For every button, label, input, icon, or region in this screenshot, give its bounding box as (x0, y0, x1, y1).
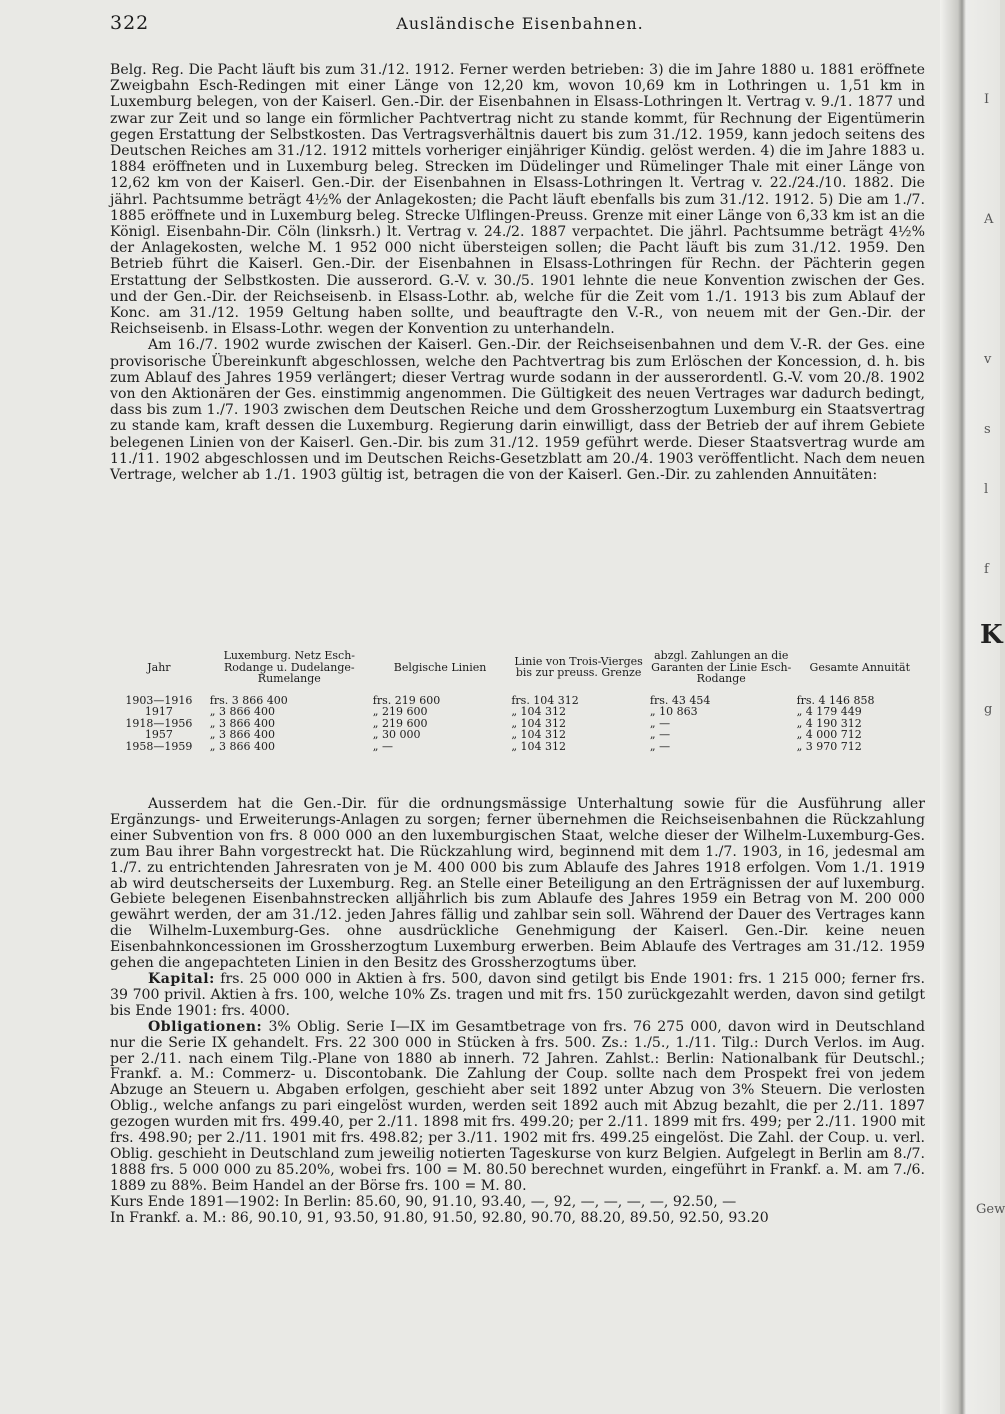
adjacent-page-fragment: l (984, 482, 989, 497)
table-cell: 1958—1959 (125, 739, 193, 753)
page-number: 322 (110, 12, 150, 34)
page-header (110, 12, 930, 42)
table-cell: „ 3 866 400 (209, 728, 275, 741)
table-row (110, 729, 925, 741)
annuity-table (110, 648, 925, 752)
section-label-kapital: Kapital: (148, 970, 215, 987)
obligationen-text: 3% Oblig. Serie I—IX im Gesamtbetrage von frs. 76 275 000, davon wird in Deutschland nur die Serie IX gehandelt. Frs. 22 300 000 in Stücken à frs. 500. Zs.: 1./5., 1./11. Tilg.: Durch Verlos. im Aug. per 2./11. nach einem Tilg.-Plane von 1880 ab innerh. 72 Jahren. Zahlst.: Berlin: Nationalbank für Deutschl.; Frankf. a. M.: Commerz- u. Discontobank. Die Zahlung der Coup. sollte nach dem Prospekt frei von jedem Abzuge an Steuern u. Abgaben erfolgen, geschieht aber seit 1892 unter Abzug von 3% Steuern. Die verlosten Oblig., welche anfangs zu pari eingelöst wurden, werden seit 1892 auch mit Abzug bezahlt, die per 2./11. 1897 gezogen wurden mit frs. 499.40, per 2./11. 1898 mit frs. 499.20; per 2./11. 1899 mit frs. 499; per 2./11. 1900 mit frs. 498.90; per 2./11. 1901 mit frs. 498.82; per 3./11. 1902 mit frs. 499.25 eingelöst. Die Zahl. der Coup. u. verl. Oblig. geschieht in Deutschland zum jeweilig notierten Tageskurse von kurz Belgien. Aufgelegt in Berlin am 8./7. 1888 frs. 5 000 000 zu 85.20%, wobei frs. 100 = M. 80.50 berechnet wurden, eingeführt in Frankf. a. M. am 7./6. 1889 zu 88%. Beim Handel an der Börse frs. 100 = M. 80. (110, 1018, 925, 1194)
table-row (110, 741, 925, 753)
adjacent-page-fragment: A (984, 212, 994, 227)
table-cell: frs. 3 866 400 (209, 693, 288, 707)
table-cell: „ 4 190 312 (796, 716, 862, 730)
table-header-row (110, 648, 925, 691)
kurs-berlin-line: Kurs Ende 1891—1902: In Berlin: 85.60, 90, 91.10, 93.40, —, 92, —, —, —, —, 92.50, — (110, 1193, 737, 1210)
table-cell: „ 4 179 449 (796, 705, 862, 718)
adjacent-page-fragment: K (980, 620, 1003, 650)
column-header: Gesamte Annuität (809, 660, 911, 674)
table-cell: frs. 219 600 (372, 693, 441, 707)
table-cell: „ 30 000 (372, 728, 421, 741)
table-cell: „ 104 312 (511, 705, 567, 718)
table-cell: „ — (649, 728, 671, 741)
adjacent-page-fragment: I (984, 92, 990, 107)
adjacent-page-fragment: s (984, 422, 991, 437)
table-cell: „ 3 866 400 (209, 705, 275, 718)
table-cell: 1957 (144, 728, 173, 741)
table-cell: frs. 43 454 (649, 693, 711, 707)
table-cell: „ — (649, 739, 671, 753)
paragraph-lease-terms: Belg. Reg. Die Pacht läuft bis zum 31./12. 1912. Ferner werden betrieben: 3) die im Jahre 1880 u. 1881 eröffnete Zweigbahn Esch-Redingen mit einer Länge von 12,20 km, wovon 10,69 km in Lothringen u. 1,51 km in Luxemburg belegen, von der Kaiserl. Gen.-Dir. der Eisenbahnen in Elsass-Lothringen lt. Vertrag v. 9./1. 1877 und zwar zur Zeit und so lange ein förmlicher Pachtvertrag nicht zu stande kommt, für Rechnung der Eigentümerin gegen Erstattung der Selbstkosten. Das Vertragsverhältnis dauert bis zum 31./12. 1959, kann jedoch seitens des Deutschen Reiches am 31./12. 1912 mittels vorheriger einjähriger Kündig. gelöst werden. 4) die im Jahre 1883 u. 1884 eröffneten und in Luxemburg beleg. Strecken im Düdelinger und Rümelinger Thale mit einer Länge von 12,62 km von der Kaiserl. Gen.-Dir. der Eisenbahnen in Elsass-Lothringen lt. Vertrag v. 22./24./10. 1882. Die jährl. Pachtsumme beträgt 4½% der Anlagekosten; die Pacht läuft ebenfalls bis zum 31./12. 1912. 5) Die am 1./7. 1885 eröffnete und in Luxemburg beleg. Strecke Ulflingen-Preuss. Grenze mit einer Länge von 6,33 km ist an die Königl. Eisenbahn-Dir. Cöln (linksrh.) lt. Vertrag v. 24./2. 1887 verpachtet. Die jährl. Pachtsumme beträgt 4½% der Anlagekosten, welche M. 1 952 000 nicht übersteigen sollen; die Pacht läuft bis zum 31./12. 1959. Den Betrieb führt die Kaiserl. Gen.-Dir. der Eisenbahnen in Elsass-Lothringen für Rechn. der Pächterin gegen Erstattung der Selbstkosten. Die ausserord. G.-V. v. 30./5. 1901 lehnte die neue Konvention zwischen der Ges. und der Gen.-Dir. der Reichseisenb. in Elsass-Lothr. ab, welche für die Zeit vom 1./1. 1913 bis zum Ablauf der Konc. am 31./12. 1959 Geltung haben sollte, und beauftragte den V.-R., von neuem mit der Gen.-Dir. der Reichseisenb. in Elsass-Lothr. wegen der Konvention zu unterhandeln. (110, 62, 925, 338)
table-cell: 1917 (144, 705, 173, 718)
table-cell: frs. 4 146 858 (796, 693, 875, 707)
kapital-text: frs. 25 000 000 in Aktien à frs. 500, davon sind getilgt bis Ende 1901: frs. 1 215 000; ferner frs. 39 700 privil. Aktien à frs. 100, welche 10% Zs. tragen und mit frs. 150 zurückgezahlt werden, davon sind getilgt bis Ende 1901: frs. 4000. (110, 970, 926, 1019)
paragraph-obligationen (110, 1020, 925, 1195)
kurs-frankfurt-line: In Frankf. a. M.: 86, 90.10, 91, 93.50, 91.80, 91.50, 92.80, 90.70, 88.20, 89.50, 92.50, 93.20 (110, 1209, 769, 1226)
table-cell: „ 10 863 (649, 705, 698, 718)
column-header: Linie von Trois-Vierges bis zur preuss. Grenze (514, 654, 643, 680)
main-text-upper (110, 62, 925, 483)
column-header: abzgl. Zahlungen an die Garanten der Linie Esch-Rodange (651, 649, 792, 685)
table-cell: frs. 104 312 (511, 693, 579, 707)
table-cell: „ — (649, 716, 671, 730)
table-cell: „ 219 600 (372, 705, 428, 718)
table-cell: „ 104 312 (511, 716, 567, 730)
adjacent-page-fragment: g (984, 702, 993, 717)
table-cell: „ 104 312 (511, 728, 567, 741)
table-cell: „ 4 000 712 (796, 728, 862, 741)
annuity-table-block (110, 648, 925, 752)
table-cell: „ 3 970 712 (796, 739, 862, 753)
column-header: Jahr (147, 660, 171, 674)
table-cell: 1903—1916 (125, 693, 193, 707)
adjacent-page-edge (940, 0, 1005, 1414)
table-cell: „ 3 866 400 (209, 716, 275, 730)
table-cell: „ 3 866 400 (209, 739, 275, 753)
table-cell: „ 104 312 (511, 739, 567, 753)
adjacent-page-fragment: Gew (976, 1202, 1005, 1217)
adjacent-page-fragment: f (984, 562, 989, 577)
table-row (110, 706, 925, 718)
section-label-obligationen: Obligationen: (148, 1018, 263, 1035)
column-header: Belgische Linien (393, 660, 487, 674)
main-text-lower (110, 797, 925, 1226)
table-cell: „ 219 600 (372, 716, 428, 730)
running-title: Ausländische Eisenbahnen. (396, 14, 644, 33)
table-row (110, 691, 925, 707)
paragraph-maintenance: Ausserdem hat die Gen.-Dir. für die ordnungsmässige Unterhaltung sowie für die Ausführung aller Ergänzungs- und Erweiterungs-Anlagen zu sorgen; ferner übernehmen die Reichseisenbahnen die Rückzahlung einer Subvention von frs. 8 000 000 an den luxemburgischen Staat, welche dieser der Wilhelm-Luxemburg-Ges. zum Bau ihrer Bahn vorgestreckt hat. Die Rückzahlung wird, beginnend mit dem 1./7. 1903, in 16, jedesmal am 1./7. zu entrichtenden Jahresraten von je M. 400 000 bis zum Ablaufe des Jahres 1918 erfolgen. Vom 1./1. 1919 ab wird deutscherseits der Luxemburg. Reg. an Stelle einer Beteiligung an den Erträgnissen der auf luxemburg. Gebiete belegenen Eisenbahnstrecken alljährlich bis zum Ablaufe des Jahres 1959 ein Betrag von M. 200 000 gewährt werden, der am 31./12. jeden Jahres fällig und zahlbar sein soll. Während der Dauer des Vertrages kann die Wilhelm-Luxemburg-Ges. ohne ausdrückliche Genehmigung der Kaiserl. Gen.-Dir. keine neuen Eisenbahnkoncessionen im Grossherzogtum Luxemburg erwerben. Beim Ablaufe des Vertrages am 31./12. 1959 gehen die angepachteten Linien in den Besitz des Grossherzogtums über. (110, 796, 925, 972)
paragraph-kapital (110, 972, 925, 1020)
table-cell: „ — (372, 739, 393, 753)
adjacent-page-fragment: v (984, 352, 992, 367)
table-cell: 1918—1956 (125, 716, 193, 730)
column-header: Luxemburg. Netz Esch-Rodange u. Dudelange-Rumelange (223, 649, 356, 685)
paragraph-agreement-1902: Am 16./7. 1902 wurde zwischen der Kaiserl. Gen.-Dir. der Reichseisenbahnen und dem V.-R. der Ges. eine provisorische Übereinkunft abgeschlossen, welche den Pachtvertrag bis zum Erlöschen der Koncession, d. h. bis zum Ablauf des Jahres 1959 verlängert; dieser Vertrag wurde sodann in der ausserordentl. G.-V. vom 20./8. 1902 von den Aktionären der Ges. einstimmig angenommen. Die Gültigkeit des neuen Vertrages war dadurch bedingt, dass bis zum 1./7. 1903 zwischen dem Deutschen Reiche und dem Grossherzogtum Luxemburg ein Staatsvertrag zu stande kam, kraft dessen die Luxemburg. Regierung darin einwilligt, dass der Betrieb der auf ihrem Gebiete belegenen Linien von der Kaiserl. Gen.-Dir. bis zum 31./12. 1959 geführt werde. Dieser Staatsvertrag wurde am 11./11. 1902 abgeschlossen und im Deutschen Reichs-Gesetzblatt am 20./4. 1903 veröffentlicht. Nach dem neuen Vertrage, welcher ab 1./1. 1903 gültig ist, betragen die von der Kaiserl. Gen.-Dir. zu zahlenden Annuitäten: (110, 337, 925, 484)
